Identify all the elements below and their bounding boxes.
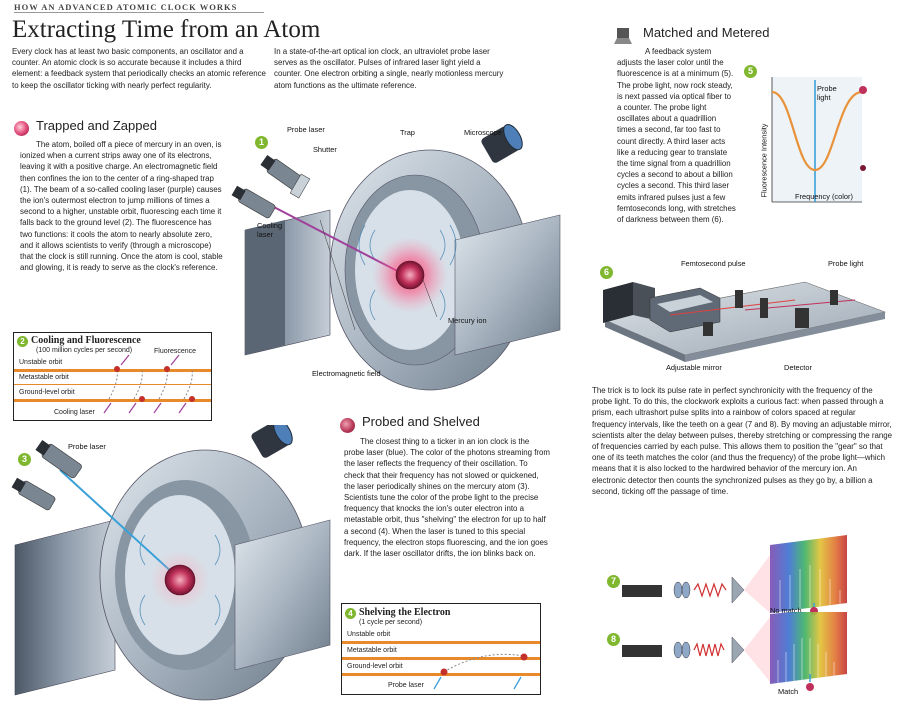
match-spectrum (622, 612, 892, 697)
ion-icon-2 (340, 418, 355, 433)
ion-trap-figure (225, 120, 565, 395)
figure-8-badge: 8 (607, 633, 620, 646)
no-match-label: No match (770, 606, 802, 615)
shelving-subtitle: (1 cycle per second) (359, 619, 423, 626)
mercury-ion-label: Mercury ion (448, 316, 487, 325)
shelving-transitions (432, 644, 537, 692)
ion-icon (14, 121, 29, 136)
cooling-laser-label: Cooling laser (257, 221, 283, 239)
probe-laser-label-1: Probe laser (287, 125, 325, 134)
feedback-icon (612, 26, 634, 46)
trick-text: The trick is to lock its pulse rate in perfect synchronicity with the frequency of the probe light. To do this, the clockwork exploits a curious fact: when passed through a prism, each ultrashort pulse splits into a rainbow of colors spaced at regular frequency intervals, like the teeth on a gear (7 and 8). By moving an adjustable mirror, scientists alter the delay between pulses, thereby stretching or compressing the range of frequencies carried by each pulse. This allows them to position the "gear" so that one of its teeth matches the color (and thus the frequency) of the probe light—which means that it is also locked to the hardwired behavior of the mercury ion. An electronic detector then counts the synchronized pulses as they go by, a billion a second, ticking off the passage of time. (592, 386, 893, 496)
ground-orbit-label-4: Ground-level orbit (347, 663, 403, 670)
probe-light-label-6: Probe light (828, 259, 864, 268)
intro-left: Every clock has at least two basic components, an oscillator and a counter. An atomic clock is so accurate because it includes a third element: a feedback system that periodically checks an atomic reference to keep the oscillator ticking with nearly perfect regularity. (12, 47, 266, 90)
shutter-label: Shutter (313, 145, 337, 154)
intro-right: In a state-of-the-art optical ion clock, an ultraviolet probe laser serves as the oscillator. Pulses of infrared laser light yield a counter. One electron orbiting a single, nearly motionless mercury atom functions as the ultimate reference. (274, 47, 504, 90)
frequency-x-label: Frequency (color) (795, 192, 853, 201)
figure-2-badge: 2 (17, 336, 28, 347)
probe-laser-box-label: Probe laser (388, 682, 424, 689)
headline: Extracting Time from an Atom (12, 16, 321, 43)
figure-1-badge: 1 (255, 136, 268, 149)
figure-5-badge: 5 (744, 65, 757, 78)
fluorescence-label: Fluorescence (154, 348, 197, 355)
cooling-title: Cooling and Fluorescence (31, 335, 141, 346)
unstable-orbit-label-4: Unstable orbit (347, 631, 391, 638)
figure-7-badge: 7 (607, 575, 620, 588)
matched-title: Matched and Metered (643, 25, 770, 40)
match-label: Match (778, 687, 799, 696)
metastable-orbit-label-4: Metastable orbit (347, 647, 397, 654)
microscope-label: Microscope (464, 128, 502, 137)
trapped-text: The atom, boiled off a piece of mercury in an oven, is ionized when a current strips away one of its electrons, leaving it with a positive charge. An electromagnetic field then confines the ion to the center of a ring-shaped trap (1). The beam of a so-called cooling laser (purple) causes the ion's outermost electron to jump millions of times a second to a higher, unstable orbit, fluorescing each time it falls back to the ground level (2). The fluorescence has two functions: it cools the atom to nearly absolute zero, and it allows scientists to verify (through a microscope) that the clock is still running. Once the atom is cool, stable and glowing, it is ready to serve as the clock's reference. (20, 140, 223, 273)
fluorescence-y-label: Fluorescence Intensity (759, 123, 769, 198)
figure-6-badge: 6 (600, 266, 613, 279)
em-field-label: Electromagnetic field (312, 369, 381, 378)
metastable-orbit-label: Metastable orbit (19, 374, 69, 381)
figure-3-badge: 3 (18, 453, 31, 466)
cooling-laser-box-label: Cooling laser (54, 409, 95, 416)
shelving-title: Shelving the Electron (359, 607, 451, 618)
femtosecond-label: Femtosecond pulse (681, 259, 746, 268)
optical-table (595, 260, 895, 375)
probe-trap-figure (5, 425, 335, 705)
trap-label: Trap (400, 128, 415, 137)
probed-title: Probed and Shelved (362, 414, 480, 429)
cooling-subtitle: (100 million cycles per second) (36, 347, 133, 354)
detector-label: Detector (784, 363, 812, 372)
probe-laser-label-3: Probe laser (68, 442, 106, 451)
shelving-box (341, 603, 541, 695)
cooling-transitions (99, 351, 209, 416)
probed-text: The closest thing to a ticker in an ion clock is the probe laser (blue). The color of the photons streaming from the laser reflects the frequency of their oscillation. To check that their frequency has not slowed or quickened, the laser periodically shines on the mercury atom (3). Scientists tune the color of the probe light to the precise frequency that knocks the ion's outer electron into a metastable orbit, thus "shelving" the electron for up to half a second (4). When the laser is tuned to this special frequency, the electron stops fluorescing, and the ion goes dark. If the laser oscillator drifts, the ion blinks back on. (344, 437, 550, 559)
cooling-box (13, 332, 212, 421)
figure-4-badge: 4 (345, 608, 356, 619)
trapped-title: Trapped and Zapped (36, 118, 157, 133)
no-match-spectrum (622, 535, 892, 615)
ground-orbit-label: Ground-level orbit (19, 389, 75, 396)
probe-light-label-5: Probe light (817, 84, 837, 102)
unstable-orbit-label: Unstable orbit (19, 359, 63, 366)
kicker: HOW AN ADVANCED ATOMIC CLOCK WORKS (14, 2, 238, 12)
kicker-rule (14, 12, 264, 13)
adjustable-mirror-label: Adjustable mirror (666, 363, 722, 372)
matched-text: A feedback system adjusts the laser color until the fluorescence is at a minimum (5). The probe light, now rock steady, is next passed via optical fiber to a counter. The probe light oscillates about a quadrillion times a second, far too fast to count directly. A third laser acts like a reducing gear to translate the time signal from a quadrillion cycles a second to about a billion cycles a second. This third laser emits infrared pulses just a few femtoseconds long, with stretches of darkness between them (6). (617, 47, 736, 225)
